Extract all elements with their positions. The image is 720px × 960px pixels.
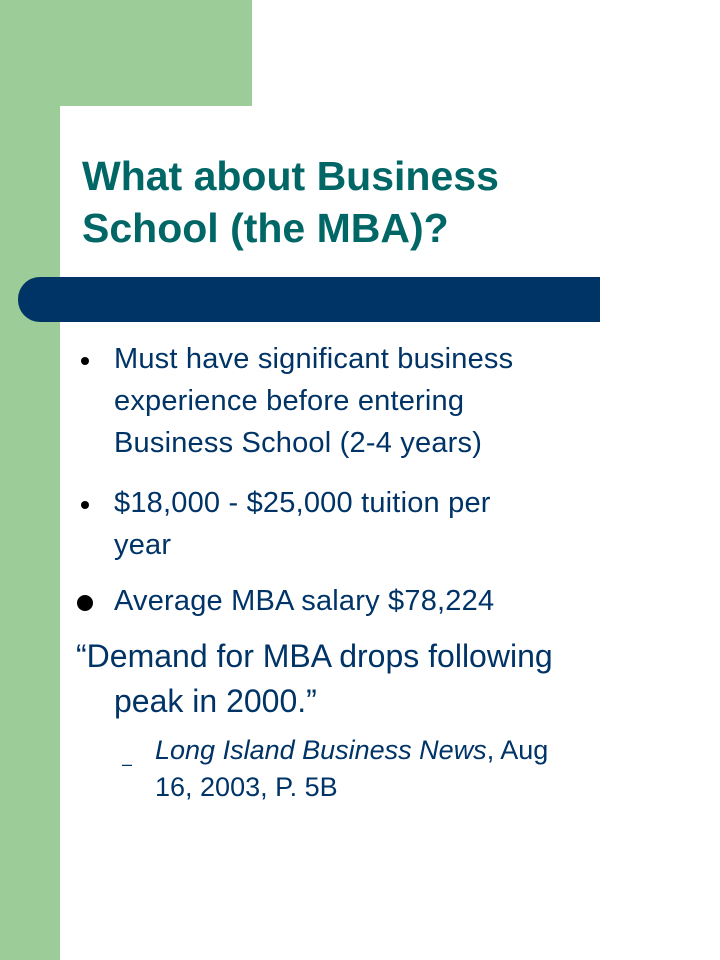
bullet-2-line-1: $18,000 - $25,000 tuition per — [114, 487, 491, 519]
source-publication: Long Island Business News — [155, 735, 487, 765]
quote-source — [155, 732, 655, 806]
bullet-1-line-2: experience before entering — [114, 385, 465, 417]
bullet-1-line-3: Business School (2-4 years) — [114, 427, 483, 459]
bullet-2-line-2: year — [114, 529, 172, 561]
source-date-part-2: 16, 2003, P. 5B — [155, 772, 338, 802]
bullet-dot-icon — [77, 595, 93, 611]
slide-title-line-2: School (the MBA)? — [82, 205, 449, 251]
quote-text — [76, 634, 676, 724]
bullet-dot-icon — [81, 357, 89, 365]
source-dash: – — [122, 754, 133, 774]
bullet-3-line-1: Average MBA salary $78,224 — [114, 585, 495, 617]
quote-line-2: peak in 2000.” — [114, 683, 317, 719]
source-date-part-1: , Aug — [486, 735, 549, 765]
bullet-1-line-1: Must have significant business — [114, 343, 514, 375]
quote-line-1: “Demand for MBA drops following — [76, 638, 553, 674]
bullet-text-1 — [114, 338, 674, 464]
bullet-text-3 — [114, 580, 674, 622]
bullet-dot-icon — [81, 501, 89, 509]
slide-title-line-1: What about Business — [82, 153, 499, 199]
bullet-text-2 — [114, 482, 674, 566]
